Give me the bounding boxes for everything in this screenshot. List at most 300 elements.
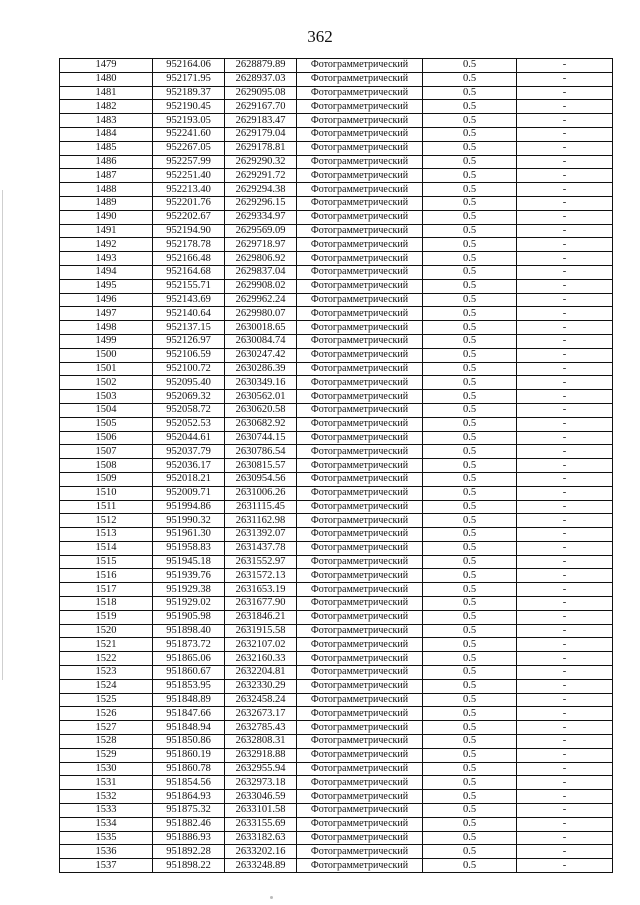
y-coordinate-cell: 2630562.01	[225, 390, 297, 404]
y-coordinate-cell: 2631653.19	[225, 583, 297, 597]
table-row	[60, 679, 613, 693]
y-coordinate-cell: 2632785.43	[225, 721, 297, 735]
x-coordinate-cell: 952257.99	[153, 155, 225, 169]
note-cell: -	[517, 555, 613, 569]
note-cell: -	[517, 459, 613, 473]
method-cell: Фотограмметрический	[297, 265, 423, 279]
note-cell: -	[517, 348, 613, 362]
accuracy-cell: 0.5	[423, 114, 517, 128]
method-cell: Фотограмметрический	[297, 183, 423, 197]
y-coordinate-cell: 2633202.16	[225, 845, 297, 859]
x-coordinate-cell: 952164.06	[153, 59, 225, 73]
accuracy-cell: 0.5	[423, 555, 517, 569]
method-cell: Фотограмметрический	[297, 86, 423, 100]
method-cell: Фотограмметрический	[297, 790, 423, 804]
accuracy-cell: 0.5	[423, 652, 517, 666]
x-coordinate-cell: 951892.28	[153, 845, 225, 859]
note-cell: -	[517, 431, 613, 445]
y-coordinate-cell: 2629806.92	[225, 252, 297, 266]
method-cell: Фотограмметрический	[297, 293, 423, 307]
point-number-cell: 1509	[60, 472, 153, 486]
note-cell: -	[517, 279, 613, 293]
note-cell: -	[517, 390, 613, 404]
method-cell: Фотограмметрический	[297, 390, 423, 404]
method-cell: Фотограмметрический	[297, 252, 423, 266]
note-cell: -	[517, 486, 613, 500]
point-number-cell: 1494	[60, 265, 153, 279]
accuracy-cell: 0.5	[423, 762, 517, 776]
point-number-cell: 1519	[60, 610, 153, 624]
y-coordinate-cell: 2632918.88	[225, 748, 297, 762]
accuracy-cell: 0.5	[423, 707, 517, 721]
table-row	[60, 541, 613, 555]
table-row	[60, 790, 613, 804]
note-cell: -	[517, 624, 613, 638]
table-row	[60, 127, 613, 141]
point-number-cell: 1482	[60, 100, 153, 114]
accuracy-cell: 0.5	[423, 141, 517, 155]
y-coordinate-cell: 2633046.59	[225, 790, 297, 804]
x-coordinate-cell: 951882.46	[153, 817, 225, 831]
y-coordinate-cell: 2632330.29	[225, 679, 297, 693]
x-coordinate-cell: 951873.72	[153, 638, 225, 652]
accuracy-cell: 0.5	[423, 183, 517, 197]
point-number-cell: 1516	[60, 569, 153, 583]
note-cell: -	[517, 238, 613, 252]
method-cell: Фотограмметрический	[297, 114, 423, 128]
note-cell: -	[517, 321, 613, 335]
note-cell: -	[517, 817, 613, 831]
accuracy-cell: 0.5	[423, 500, 517, 514]
y-coordinate-cell: 2629296.15	[225, 196, 297, 210]
y-coordinate-cell: 2630744.15	[225, 431, 297, 445]
accuracy-cell: 0.5	[423, 610, 517, 624]
x-coordinate-cell: 951990.32	[153, 514, 225, 528]
y-coordinate-cell: 2631677.90	[225, 597, 297, 611]
table-row	[60, 610, 613, 624]
note-cell: -	[517, 845, 613, 859]
table-row	[60, 845, 613, 859]
x-coordinate-cell: 952189.37	[153, 86, 225, 100]
method-cell: Фотограмметрический	[297, 583, 423, 597]
point-number-cell: 1505	[60, 417, 153, 431]
method-cell: Фотограмметрический	[297, 403, 423, 417]
method-cell: Фотограмметрический	[297, 417, 423, 431]
y-coordinate-cell: 2631552.97	[225, 555, 297, 569]
table-row	[60, 307, 613, 321]
note-cell: -	[517, 86, 613, 100]
note-cell: -	[517, 196, 613, 210]
y-coordinate-cell: 2629837.04	[225, 265, 297, 279]
y-coordinate-cell: 2632458.24	[225, 693, 297, 707]
method-cell: Фотограмметрический	[297, 569, 423, 583]
y-coordinate-cell: 2630954.56	[225, 472, 297, 486]
note-cell: -	[517, 183, 613, 197]
note-cell: -	[517, 224, 613, 238]
method-cell: Фотограмметрический	[297, 238, 423, 252]
table-row	[60, 707, 613, 721]
y-coordinate-cell: 2632955.94	[225, 762, 297, 776]
table-row	[60, 155, 613, 169]
point-number-cell: 1526	[60, 707, 153, 721]
point-number-cell: 1495	[60, 279, 153, 293]
table-row	[60, 196, 613, 210]
accuracy-cell: 0.5	[423, 583, 517, 597]
point-number-cell: 1515	[60, 555, 153, 569]
note-cell: -	[517, 514, 613, 528]
point-number-cell: 1503	[60, 390, 153, 404]
y-coordinate-cell: 2630786.54	[225, 445, 297, 459]
x-coordinate-cell: 952106.59	[153, 348, 225, 362]
table-row	[60, 100, 613, 114]
x-coordinate-cell: 952201.76	[153, 196, 225, 210]
accuracy-cell: 0.5	[423, 472, 517, 486]
table-row	[60, 569, 613, 583]
note-cell: -	[517, 500, 613, 514]
y-coordinate-cell: 2629183.47	[225, 114, 297, 128]
method-cell: Фотограмметрический	[297, 638, 423, 652]
point-number-cell: 1521	[60, 638, 153, 652]
point-number-cell: 1517	[60, 583, 153, 597]
method-cell: Фотограмметрический	[297, 127, 423, 141]
table-row	[60, 210, 613, 224]
table-row	[60, 472, 613, 486]
y-coordinate-cell: 2632107.02	[225, 638, 297, 652]
table-row	[60, 500, 613, 514]
y-coordinate-cell: 2632673.17	[225, 707, 297, 721]
x-coordinate-cell: 952213.40	[153, 183, 225, 197]
table-row	[60, 431, 613, 445]
method-cell: Фотограмметрический	[297, 348, 423, 362]
x-coordinate-cell: 951853.95	[153, 679, 225, 693]
note-cell: -	[517, 652, 613, 666]
note-cell: -	[517, 210, 613, 224]
y-coordinate-cell: 2629962.24	[225, 293, 297, 307]
y-coordinate-cell: 2631915.58	[225, 624, 297, 638]
x-coordinate-cell: 951865.06	[153, 652, 225, 666]
y-coordinate-cell: 2629718.97	[225, 238, 297, 252]
method-cell: Фотограмметрический	[297, 486, 423, 500]
x-coordinate-cell: 951929.38	[153, 583, 225, 597]
y-coordinate-cell: 2632204.81	[225, 666, 297, 680]
note-cell: -	[517, 610, 613, 624]
y-coordinate-cell: 2630084.74	[225, 334, 297, 348]
y-coordinate-cell: 2629290.32	[225, 155, 297, 169]
y-coordinate-cell: 2629167.70	[225, 100, 297, 114]
method-cell: Фотограмметрический	[297, 817, 423, 831]
table-row	[60, 362, 613, 376]
point-number-cell: 1511	[60, 500, 153, 514]
x-coordinate-cell: 952100.72	[153, 362, 225, 376]
x-coordinate-cell: 951860.19	[153, 748, 225, 762]
table-row	[60, 252, 613, 266]
point-number-cell: 1522	[60, 652, 153, 666]
point-number-cell: 1510	[60, 486, 153, 500]
y-coordinate-cell: 2633101.58	[225, 804, 297, 818]
accuracy-cell: 0.5	[423, 196, 517, 210]
x-coordinate-cell: 952166.48	[153, 252, 225, 266]
y-coordinate-cell: 2630247.42	[225, 348, 297, 362]
note-cell: -	[517, 790, 613, 804]
point-number-cell: 1497	[60, 307, 153, 321]
point-number-cell: 1483	[60, 114, 153, 128]
point-number-cell: 1499	[60, 334, 153, 348]
y-coordinate-cell: 2629980.07	[225, 307, 297, 321]
point-number-cell: 1536	[60, 845, 153, 859]
accuracy-cell: 0.5	[423, 72, 517, 86]
x-coordinate-cell: 952052.53	[153, 417, 225, 431]
table-row	[60, 334, 613, 348]
accuracy-cell: 0.5	[423, 238, 517, 252]
method-cell: Фотограмметрический	[297, 804, 423, 818]
accuracy-cell: 0.5	[423, 804, 517, 818]
point-number-cell: 1532	[60, 790, 153, 804]
table-row	[60, 776, 613, 790]
table-row	[60, 183, 613, 197]
x-coordinate-cell: 952190.45	[153, 100, 225, 114]
y-coordinate-cell: 2629095.08	[225, 86, 297, 100]
x-coordinate-cell: 952194.90	[153, 224, 225, 238]
point-number-cell: 1489	[60, 196, 153, 210]
y-coordinate-cell: 2631115.45	[225, 500, 297, 514]
y-coordinate-cell: 2632808.31	[225, 735, 297, 749]
note-cell: -	[517, 776, 613, 790]
note-cell: -	[517, 417, 613, 431]
method-cell: Фотограмметрический	[297, 762, 423, 776]
y-coordinate-cell: 2630815.57	[225, 459, 297, 473]
note-cell: -	[517, 693, 613, 707]
method-cell: Фотограмметрический	[297, 500, 423, 514]
y-coordinate-cell: 2630682.92	[225, 417, 297, 431]
method-cell: Фотограмметрический	[297, 72, 423, 86]
point-number-cell: 1485	[60, 141, 153, 155]
note-cell: -	[517, 334, 613, 348]
x-coordinate-cell: 951860.78	[153, 762, 225, 776]
x-coordinate-cell: 951994.86	[153, 500, 225, 514]
method-cell: Фотограмметрический	[297, 652, 423, 666]
accuracy-cell: 0.5	[423, 252, 517, 266]
y-coordinate-cell: 2628879.89	[225, 59, 297, 73]
method-cell: Фотограмметрический	[297, 59, 423, 73]
y-coordinate-cell: 2629908.02	[225, 279, 297, 293]
table-row	[60, 721, 613, 735]
method-cell: Фотограмметрический	[297, 307, 423, 321]
accuracy-cell: 0.5	[423, 845, 517, 859]
accuracy-cell: 0.5	[423, 445, 517, 459]
accuracy-cell: 0.5	[423, 748, 517, 762]
note-cell: -	[517, 859, 613, 873]
table-row	[60, 59, 613, 73]
note-cell: -	[517, 762, 613, 776]
x-coordinate-cell: 951929.02	[153, 597, 225, 611]
point-number-cell: 1518	[60, 597, 153, 611]
table-row	[60, 514, 613, 528]
note-cell: -	[517, 376, 613, 390]
note-cell: -	[517, 293, 613, 307]
method-cell: Фотограмметрический	[297, 845, 423, 859]
table-row	[60, 279, 613, 293]
accuracy-cell: 0.5	[423, 624, 517, 638]
accuracy-cell: 0.5	[423, 403, 517, 417]
x-coordinate-cell: 952140.64	[153, 307, 225, 321]
accuracy-cell: 0.5	[423, 486, 517, 500]
accuracy-cell: 0.5	[423, 127, 517, 141]
note-cell: -	[517, 100, 613, 114]
point-number-cell: 1507	[60, 445, 153, 459]
x-coordinate-cell: 952037.79	[153, 445, 225, 459]
x-coordinate-cell: 952171.95	[153, 72, 225, 86]
method-cell: Фотограмметрический	[297, 321, 423, 335]
point-number-cell: 1479	[60, 59, 153, 73]
x-coordinate-cell: 952036.17	[153, 459, 225, 473]
y-coordinate-cell: 2633155.69	[225, 817, 297, 831]
point-number-cell: 1504	[60, 403, 153, 417]
method-cell: Фотограмметрический	[297, 776, 423, 790]
y-coordinate-cell: 2631846.21	[225, 610, 297, 624]
x-coordinate-cell: 952241.60	[153, 127, 225, 141]
point-number-cell: 1502	[60, 376, 153, 390]
point-number-cell: 1527	[60, 721, 153, 735]
method-cell: Фотограмметрический	[297, 541, 423, 555]
accuracy-cell: 0.5	[423, 597, 517, 611]
note-cell: -	[517, 445, 613, 459]
method-cell: Фотограмметрический	[297, 693, 423, 707]
method-cell: Фотограмметрический	[297, 679, 423, 693]
note-cell: -	[517, 569, 613, 583]
note-cell: -	[517, 141, 613, 155]
accuracy-cell: 0.5	[423, 210, 517, 224]
accuracy-cell: 0.5	[423, 100, 517, 114]
note-cell: -	[517, 114, 613, 128]
table-row	[60, 293, 613, 307]
page-number: 362	[307, 27, 333, 46]
point-number-cell: 1500	[60, 348, 153, 362]
note-cell: -	[517, 362, 613, 376]
table-row	[60, 486, 613, 500]
table-row	[60, 748, 613, 762]
point-number-cell: 1537	[60, 859, 153, 873]
method-cell: Фотограмметрический	[297, 334, 423, 348]
point-number-cell: 1531	[60, 776, 153, 790]
accuracy-cell: 0.5	[423, 817, 517, 831]
table-row	[60, 817, 613, 831]
x-coordinate-cell: 951854.56	[153, 776, 225, 790]
method-cell: Фотограмметрический	[297, 624, 423, 638]
accuracy-cell: 0.5	[423, 265, 517, 279]
table-row	[60, 693, 613, 707]
accuracy-cell: 0.5	[423, 321, 517, 335]
table-row	[60, 638, 613, 652]
point-number-cell: 1491	[60, 224, 153, 238]
x-coordinate-cell: 951958.83	[153, 541, 225, 555]
x-coordinate-cell: 952009.71	[153, 486, 225, 500]
table-row	[60, 859, 613, 873]
method-cell: Фотограмметрический	[297, 610, 423, 624]
method-cell: Фотограмметрический	[297, 459, 423, 473]
point-number-cell: 1523	[60, 666, 153, 680]
accuracy-cell: 0.5	[423, 693, 517, 707]
method-cell: Фотограмметрический	[297, 735, 423, 749]
note-cell: -	[517, 252, 613, 266]
point-number-cell: 1492	[60, 238, 153, 252]
method-cell: Фотограмметрический	[297, 141, 423, 155]
point-number-cell: 1490	[60, 210, 153, 224]
accuracy-cell: 0.5	[423, 334, 517, 348]
table-row	[60, 735, 613, 749]
accuracy-cell: 0.5	[423, 169, 517, 183]
scan-speck	[270, 896, 273, 899]
point-number-cell: 1528	[60, 735, 153, 749]
note-cell: -	[517, 403, 613, 417]
y-coordinate-cell: 2633182.63	[225, 831, 297, 845]
table-row	[60, 265, 613, 279]
table-row	[60, 114, 613, 128]
table-row	[60, 528, 613, 542]
table-row	[60, 141, 613, 155]
accuracy-cell: 0.5	[423, 541, 517, 555]
table-row	[60, 666, 613, 680]
note-cell: -	[517, 735, 613, 749]
y-coordinate-cell: 2629178.81	[225, 141, 297, 155]
point-number-cell: 1513	[60, 528, 153, 542]
table-row	[60, 624, 613, 638]
accuracy-cell: 0.5	[423, 86, 517, 100]
table-row	[60, 555, 613, 569]
y-coordinate-cell: 2629179.04	[225, 127, 297, 141]
y-coordinate-cell: 2632160.33	[225, 652, 297, 666]
table-row	[60, 445, 613, 459]
table-row	[60, 597, 613, 611]
note-cell: -	[517, 265, 613, 279]
x-coordinate-cell: 952137.15	[153, 321, 225, 335]
y-coordinate-cell: 2629291.72	[225, 169, 297, 183]
point-number-cell: 1481	[60, 86, 153, 100]
accuracy-cell: 0.5	[423, 224, 517, 238]
method-cell: Фотограмметрический	[297, 514, 423, 528]
accuracy-cell: 0.5	[423, 528, 517, 542]
note-cell: -	[517, 541, 613, 555]
method-cell: Фотограмметрический	[297, 279, 423, 293]
x-coordinate-cell: 951939.76	[153, 569, 225, 583]
accuracy-cell: 0.5	[423, 376, 517, 390]
note-cell: -	[517, 307, 613, 321]
note-cell: -	[517, 169, 613, 183]
note-cell: -	[517, 666, 613, 680]
point-number-cell: 1520	[60, 624, 153, 638]
method-cell: Фотограмметрический	[297, 721, 423, 735]
accuracy-cell: 0.5	[423, 59, 517, 73]
table-row	[60, 583, 613, 597]
point-number-cell: 1498	[60, 321, 153, 335]
method-cell: Фотограмметрический	[297, 100, 423, 114]
y-coordinate-cell: 2629569.09	[225, 224, 297, 238]
x-coordinate-cell: 952178.78	[153, 238, 225, 252]
table-row	[60, 417, 613, 431]
table-row	[60, 762, 613, 776]
note-cell: -	[517, 638, 613, 652]
y-coordinate-cell: 2631006.26	[225, 486, 297, 500]
y-coordinate-cell: 2630286.39	[225, 362, 297, 376]
accuracy-cell: 0.5	[423, 735, 517, 749]
method-cell: Фотограмметрический	[297, 362, 423, 376]
table-row	[60, 390, 613, 404]
table-row	[60, 831, 613, 845]
x-coordinate-cell: 952069.32	[153, 390, 225, 404]
point-number-cell: 1487	[60, 169, 153, 183]
point-number-cell: 1529	[60, 748, 153, 762]
accuracy-cell: 0.5	[423, 390, 517, 404]
note-cell: -	[517, 597, 613, 611]
